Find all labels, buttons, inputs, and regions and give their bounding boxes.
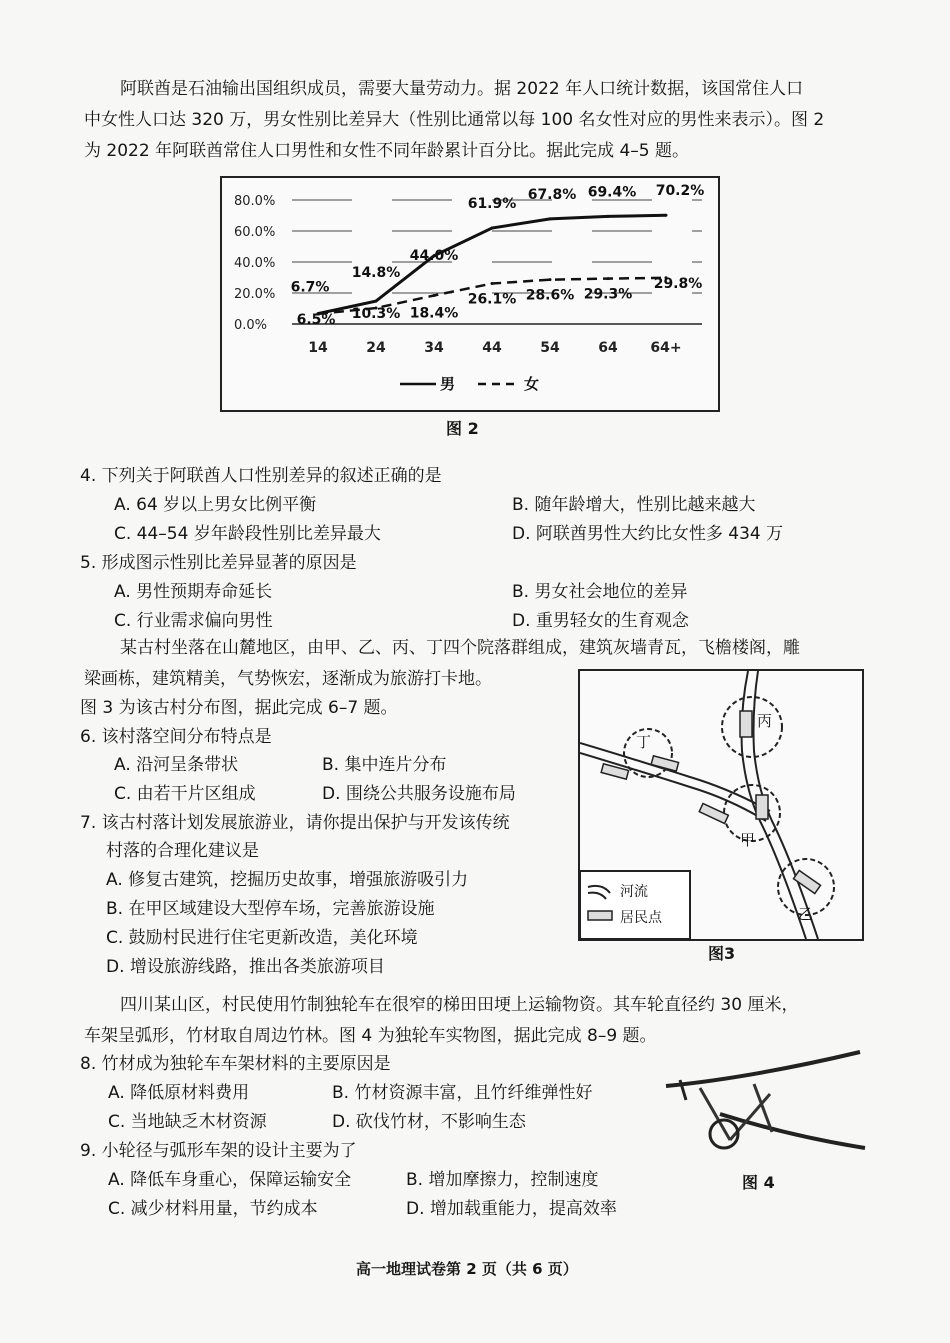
question-7-option-c: C. 鼓励村民进行住宅更新改造，美化环境 (106, 928, 418, 948)
legend-river-label: 河流 (620, 884, 648, 900)
figure-4-caption: 图 4 (742, 1173, 775, 1192)
x-tick-label: 64 (598, 340, 618, 356)
intro-3-line-2: 车架呈弧形，竹材取自周边竹林。图 4 为独轮车实物图，据此完成 8–9 题。 (84, 1026, 657, 1046)
question-9-option-a: A. 降低车身重心，保障运输安全 (108, 1170, 352, 1190)
data-label-male: 61.9% (467, 196, 517, 213)
data-point-female (607, 277, 610, 280)
question-5-option-a: A. 男性预期寿命延长 (114, 582, 273, 602)
data-point-female (491, 282, 494, 285)
intro-1-line-3: 为 2022 年阿联酋常住人口男性和女性不同年龄累计百分比。据此完成 4–5 题。 (84, 141, 690, 161)
data-label-male: 70.2% (655, 183, 705, 200)
y-tick-label: 60.0% (234, 225, 276, 240)
data-label-male: 67.8% (527, 186, 577, 203)
data-label-female: 28.6% (525, 287, 575, 304)
question-4-option-c: C. 44–54 岁年龄段性别比差异最大 (114, 524, 381, 544)
question-8-option-a: A. 降低原材料费用 (108, 1083, 250, 1103)
question-8-option-d: D. 砍伐竹材，不影响生态 (332, 1112, 526, 1132)
question-4-option-b: B. 随年龄增大，性别比越来越大 (512, 495, 756, 515)
x-tick-label: 14 (308, 340, 328, 356)
figure-2-box (220, 176, 720, 412)
intro-2-line-2: 梁画栋，建筑精美，气势恢宏，逐渐成为旅游打卡地。 (84, 669, 492, 689)
question-4-option-d: D. 阿联酋男性大约比女性多 434 万 (512, 524, 784, 544)
y-tick-label: 20.0% (234, 287, 276, 302)
x-tick-label: 24 (366, 340, 386, 356)
label-jia: 甲 (740, 831, 756, 849)
question-6-stem: 6. 该村落空间分布特点是 (80, 727, 272, 747)
wheelbarrow-handle-bottom (720, 1114, 865, 1148)
question-5-option-d: D. 重男轻女的生育观念 (512, 611, 689, 631)
question-8-option-c: C. 当地缺乏木材资源 (108, 1112, 267, 1132)
y-tick-label: 40.0% (234, 256, 276, 271)
data-label-male: 69.4% (587, 184, 637, 201)
question-8-option-b: B. 竹材资源丰富，且竹纤维弹性好 (332, 1083, 593, 1103)
figure-4-wheelbarrow (660, 1044, 870, 1164)
y-tick-label: 80.0% (234, 194, 276, 209)
question-6-option-c: C. 由若干片区组成 (114, 784, 256, 804)
question-6-option-b: B. 集中连片分布 (322, 755, 447, 775)
settlement-bing (740, 711, 752, 737)
question-9-option-c: C. 减少材料用量，节约成本 (108, 1199, 318, 1219)
question-9-option-d: D. 增加载重能力，提高效率 (406, 1199, 617, 1219)
settlement-ding-2 (651, 756, 678, 771)
question-8-stem: 8. 竹材成为独轮车车架材料的主要原因是 (80, 1054, 391, 1074)
figure-2-chart (222, 178, 718, 410)
figure-2-caption: 图 2 (446, 419, 479, 438)
figure-3-caption: 图3 (708, 944, 736, 963)
intro-paragraph-1 (84, 74, 884, 167)
question-4-stem: 4. 下列关于阿联酋人口性别差异的叙述正确的是 (80, 466, 442, 486)
data-point-female (433, 294, 436, 297)
x-tick-label: 44 (482, 340, 502, 356)
data-point-male (549, 217, 552, 220)
data-label-female: 18.4% (409, 305, 459, 322)
data-point-male (665, 214, 668, 217)
question-9-option-b: B. 增加摩擦力，控制速度 (406, 1170, 599, 1190)
intro-paragraph-3 (84, 990, 884, 1052)
x-tick-label: 34 (424, 340, 444, 356)
figure-3-map (580, 671, 862, 939)
question-7-option-a: A. 修复古建筑，挖掘历史故事，增强旅游吸引力 (106, 870, 469, 890)
question-6-option-d: D. 围绕公共服务设施布局 (322, 784, 516, 804)
intro-2-line-1: 某古村坐落在山麓地区，由甲、乙、丙、丁四个院落群组成，建筑灰墙青瓦，飞檐楼阁，雕 (120, 638, 800, 658)
data-point-female (549, 278, 552, 281)
question-7-option-d: D. 增设旅游线路，推出各类旅游项目 (106, 957, 385, 977)
data-label-female: 10.3% (351, 306, 401, 323)
settlement-yi (793, 870, 820, 893)
data-label-female: 26.1% (467, 291, 517, 308)
question-6-option-a: A. 沿河呈条带状 (114, 755, 239, 775)
page-footer: 高一地理试卷第 2 页（共 6 页） (356, 1260, 578, 1278)
question-5-option-c: C. 行业需求偏向男性 (114, 611, 273, 631)
label-ding: 丁 (636, 733, 652, 751)
question-7-stem-line-1: 7. 该古村落计划发展旅游业，请你提出保护与开发该传统 (80, 813, 510, 833)
label-yi: 乙 (798, 905, 814, 923)
intro-1-line-1: 阿联酋是石油输出国组织成员，需要大量劳动力。据 2022 年人口统计数据，该国常住人口 (120, 79, 804, 99)
question-4-option-a: A. 64 岁以上男女比例平衡 (114, 495, 317, 515)
question-7-option-b: B. 在甲区域建设大型停车场，完善旅游设施 (106, 899, 435, 919)
wheelbarrow-handle-top (666, 1052, 860, 1086)
data-label-female: 29.8% (653, 275, 703, 292)
data-label-male: 6.7% (290, 279, 330, 296)
y-tick-label: 0.0% (234, 318, 268, 333)
question-5-stem: 5. 形成图示性别比差异显著的原因是 (80, 553, 357, 573)
figure-3-map-box (578, 669, 864, 941)
legend-settlement-symbol (588, 911, 612, 920)
legend-settlement-label: 居民点 (620, 910, 662, 926)
data-point-male (375, 300, 378, 303)
data-label-male: 44.0% (409, 247, 459, 264)
label-bing: 丙 (757, 712, 773, 730)
legend-male-label: 男 (440, 375, 456, 393)
data-label-female: 6.5% (296, 311, 336, 328)
x-tick-label: 54 (540, 340, 560, 356)
question-9-stem: 9. 小轮径与弧形车架的设计主要为了 (80, 1141, 357, 1161)
data-point-male (491, 227, 494, 230)
x-tick-label: 64+ (650, 340, 682, 356)
map-legend (580, 871, 690, 939)
intro-3-line-1: 四川某山区，村民使用竹制独轮车在很窄的梯田田埂上运输物资。其车轮直径约 30 厘米， (120, 995, 799, 1015)
question-5-option-b: B. 男女社会地位的差异 (512, 582, 688, 602)
data-label-female: 29.3% (583, 286, 633, 303)
question-7-stem-line-2: 村落的合理化建议是 (106, 841, 259, 861)
data-label-male: 14.8% (351, 265, 401, 282)
settlement-jia-2 (756, 795, 768, 819)
intro-1-line-2: 中女性人口达 320 万，男女性别比差异大（性别比通常以每 100 名女性对应的男性来表示）。图 2 (84, 110, 825, 130)
settlement-jia-1 (699, 803, 728, 823)
intro-2-line-3: 图 3 为该古村分布图，据此完成 6–7 题。 (80, 698, 398, 718)
data-point-male (607, 215, 610, 218)
legend-female-label: 女 (524, 375, 540, 393)
